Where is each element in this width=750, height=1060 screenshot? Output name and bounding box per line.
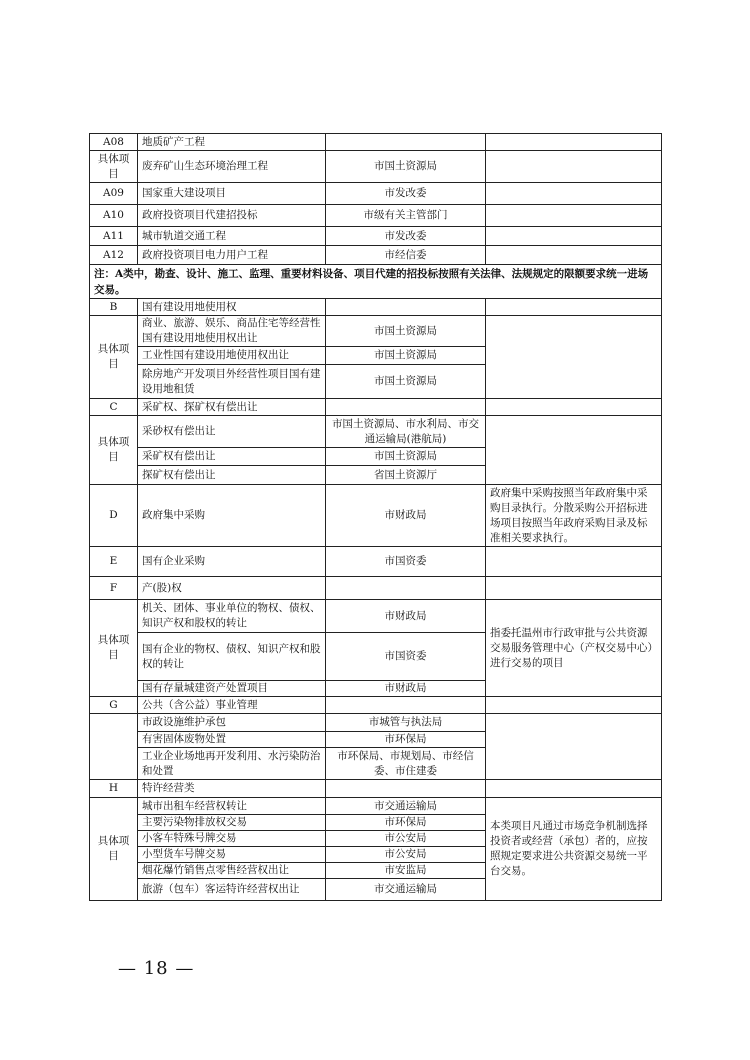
row-item: 小客车特殊号牌交易 — [138, 831, 326, 847]
row-dept: 市财政局 — [326, 681, 486, 697]
table-note-row — [90, 265, 662, 299]
row-item: 国有建设用地使用权 — [138, 299, 326, 316]
row-code: H — [90, 780, 138, 798]
table-row — [90, 485, 662, 547]
row-dept — [326, 299, 486, 316]
row-code: A10 — [90, 205, 138, 227]
row-item: 小型货车号牌交易 — [138, 847, 326, 863]
row-dept: 市交通运输局 — [326, 879, 486, 901]
row-dept: 市国土资源局 — [326, 365, 486, 399]
row-item: 产(股)权 — [138, 577, 326, 600]
table-row — [90, 205, 662, 227]
table-row — [90, 183, 662, 205]
row-item: 地质矿产工程 — [138, 134, 326, 151]
row-item: 主要污染物排放权交易 — [138, 815, 326, 831]
row-dept: 市发改委 — [326, 227, 486, 246]
row-code: A09 — [90, 183, 138, 205]
row-dept: 市国土资源局 — [326, 316, 486, 347]
row-item: 工业性国有建设用地使用权出让 — [138, 347, 326, 365]
table-row — [90, 780, 662, 798]
row-dept: 市交通运输局 — [326, 798, 486, 815]
row-item: 国有企业采购 — [138, 547, 326, 577]
row-item: 烟花爆竹销售点零售经营权出让 — [138, 863, 326, 879]
row-item: 公共（含公益）事业管理 — [138, 697, 326, 714]
row-code: A12 — [90, 246, 138, 265]
row-dept: 市国资委 — [326, 633, 486, 681]
row-remark — [486, 183, 662, 205]
row-remark — [486, 714, 662, 780]
table-row — [90, 577, 662, 600]
row-dept: 市级有关主管部门 — [326, 205, 486, 227]
row-remark — [486, 151, 662, 183]
table-row — [90, 151, 662, 183]
row-dept — [326, 399, 486, 416]
row-remark — [486, 399, 662, 416]
row-item: 采砂权有偿出让 — [138, 416, 326, 448]
row-code: A08 — [90, 134, 138, 151]
row-dept — [326, 780, 486, 798]
row-remark: 政府集中采购按照当年政府集中采购目录执行。分散采购公开招标进场项目按照当年政府采购目录及标准相关要求执行。 — [486, 485, 662, 547]
row-remark — [486, 246, 662, 265]
row-remark — [486, 299, 662, 316]
row-item: 采矿权、探矿权有偿出让 — [138, 399, 326, 416]
table-row — [90, 547, 662, 577]
row-dept: 市国土资源局 — [326, 347, 486, 365]
table-row — [90, 399, 662, 416]
row-item: 国家重大建设项目 — [138, 183, 326, 205]
row-dept: 市发改委 — [326, 183, 486, 205]
table-row — [90, 299, 662, 316]
row-dept: 市环保局 — [326, 732, 486, 748]
row-item: 废弃矿山生态环境治理工程 — [138, 151, 326, 183]
row-code: G — [90, 697, 138, 714]
row-dept: 市环保局、市规划局、市经信委、市住建委 — [326, 748, 486, 780]
row-dept — [326, 697, 486, 714]
row-remark — [486, 134, 662, 151]
row-remark — [486, 205, 662, 227]
row-remark — [486, 577, 662, 600]
table-row — [90, 697, 662, 714]
row-dept: 市公安局 — [326, 831, 486, 847]
table-row — [90, 798, 662, 815]
table-row — [90, 246, 662, 265]
row-code: 具体项目 — [90, 151, 138, 183]
group-label: 具体项目 — [90, 798, 138, 901]
row-item: 工业企业场地再开发利用、水污染防治和处置 — [138, 748, 326, 780]
row-dept: 市国土资源局 — [326, 151, 486, 183]
row-dept: 市经信委 — [326, 246, 486, 265]
table-row — [90, 134, 662, 151]
row-item: 城市轨道交通工程 — [138, 227, 326, 246]
table-row — [90, 416, 662, 448]
row-code: A11 — [90, 227, 138, 246]
row-dept: 市国土资源局 — [326, 448, 486, 466]
group-label: 具体项目 — [90, 416, 138, 485]
table-row — [90, 600, 662, 633]
row-item: 探矿权有偿出让 — [138, 466, 326, 485]
row-item: 市政设施维护承包 — [138, 714, 326, 732]
row-dept: 市财政局 — [326, 485, 486, 547]
row-item: 国有企业的物权、债权、知识产权和股权的转让 — [138, 633, 326, 681]
row-item: 机关、团体、事业单位的物权、债权、知识产权和股权的转让 — [138, 600, 326, 633]
row-item: 旅游（包车）客运特许经营权出让 — [138, 879, 326, 901]
table-row — [90, 227, 662, 246]
row-dept: 市公安局 — [326, 847, 486, 863]
group-label — [90, 714, 138, 780]
row-remark — [486, 316, 662, 399]
row-item: 有害固体废物处置 — [138, 732, 326, 748]
row-item: 除房地产开发项目外经营性项目国有建设用地租赁 — [138, 365, 326, 399]
group-label: 具体项目 — [90, 316, 138, 399]
row-dept: 省国土资源厅 — [326, 466, 486, 485]
row-item: 政府投资项目代建招投标 — [138, 205, 326, 227]
row-item: 政府投资项目电力用户工程 — [138, 246, 326, 265]
row-item: 采矿权有偿出让 — [138, 448, 326, 466]
category-a-note: 注：A类中，勘查、设计、施工、监理、重要材料设备、项目代建的招投标按照有关法律、法规规定的限额要求统一进场交易。 — [90, 265, 662, 299]
row-dept: 市财政局 — [326, 600, 486, 633]
row-code: D — [90, 485, 138, 547]
row-dept: 市国资委 — [326, 547, 486, 577]
row-remark — [486, 227, 662, 246]
row-remark — [486, 547, 662, 577]
row-remark — [486, 697, 662, 714]
row-dept — [326, 577, 486, 600]
page-number: — 18 — — [118, 958, 195, 979]
table-row — [90, 316, 662, 347]
group-label: 具体项目 — [90, 600, 138, 697]
row-remark — [486, 416, 662, 485]
table-row — [90, 714, 662, 732]
row-dept — [326, 134, 486, 151]
row-dept: 市安监局 — [326, 863, 486, 879]
row-item: 城市出租车经营权转让 — [138, 798, 326, 815]
project-catalog-table — [89, 133, 662, 901]
row-item: 特许经营类 — [138, 780, 326, 798]
row-remark — [486, 780, 662, 798]
row-item: 国有存量城建资产处置项目 — [138, 681, 326, 697]
row-code: E — [90, 547, 138, 577]
row-code: B — [90, 299, 138, 316]
row-code: F — [90, 577, 138, 600]
row-remark: 本类项目凡通过市场竞争机制选择投资者或经营（承包）者的，应按照规定要求进公共资源交易统一平台交易。 — [486, 798, 662, 901]
row-dept: 市城管与执法局 — [326, 714, 486, 732]
row-item: 商业、旅游、娱乐、商品住宅等经营性国有建设用地使用权出让 — [138, 316, 326, 347]
row-dept: 市环保局 — [326, 815, 486, 831]
row-remark: 指委托温州市行政审批与公共资源交易服务管理中心（产权交易中心）进行交易的项目 — [486, 600, 662, 697]
row-code: C — [90, 399, 138, 416]
row-dept: 市国土资源局、市水利局、市交通运输局(港航局) — [326, 416, 486, 448]
row-item: 政府集中采购 — [138, 485, 326, 547]
